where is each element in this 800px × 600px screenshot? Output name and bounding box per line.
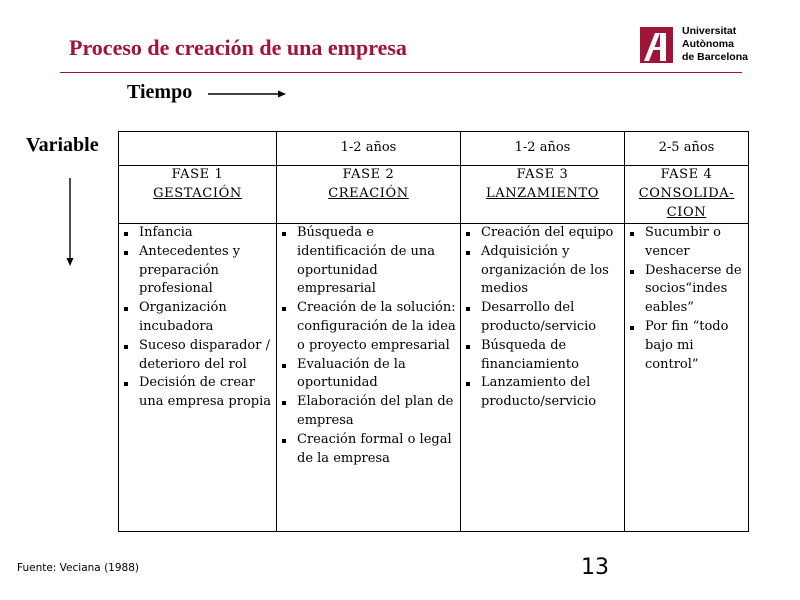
activities-cell [277,224,461,532]
list-item: Adquisición y organización de los medios [461,243,624,299]
logo-line-1: Universitat [682,25,737,37]
phase-header-cell [277,166,461,224]
activities-cell [119,224,277,532]
list-item: Desarrollo del producto/servicio [461,299,624,337]
phase-number: FASE 4 [660,167,713,182]
list-item: Sucumbir o vencer [625,224,748,262]
duration-cell [119,132,277,166]
list-item: Antecedentes y preparación profesional [119,243,276,299]
list-item: Creación formal o legal de la empresa [277,431,460,469]
list-item: Lanzamiento del producto/servicio [461,374,624,412]
logo-text [682,25,748,64]
list-item: Deshacerse de socios“indes eables” [625,262,748,318]
phase-name: CION [666,204,707,220]
phase-row [119,166,749,224]
phase-name: LANZAMIENTO [485,185,600,201]
phase-number: FASE 3 [516,167,569,182]
phase-name: CREACIÓN [328,185,409,201]
activities-cell [461,224,625,532]
activity-list [461,224,624,412]
list-item: Búsqueda e identificación de una oportunidad empresarial [277,224,460,299]
logo-line-3: de Barcelona [682,51,748,63]
uab-logo-icon [640,27,673,63]
duration-cell: 1-2 años [461,132,625,166]
logo-line-2: Autònoma [682,38,734,50]
list-item: Creación del equipo [461,224,624,243]
phase-header-cell [119,166,277,224]
phase-number: FASE 2 [342,167,395,182]
phase-name: CONSOLIDA- [638,185,735,201]
down-arrow-icon [65,178,75,266]
list-item: Organización incubadora [119,299,276,337]
duration-cell: 2-5 años [625,132,749,166]
list-item: Suceso disparador / deterioro del rol [119,337,276,375]
activity-list [277,224,460,468]
list-item: Elaboración del plan de empresa [277,393,460,431]
phase-name: GESTACIÓN [153,185,242,201]
list-item: Decisión de crear una empresa propia [119,374,276,412]
variable-label: Variable [26,134,99,156]
list-item: Búsqueda de financiamiento [461,337,624,375]
university-logo [640,25,755,65]
phase-number: FASE 1 [171,167,224,182]
activities-cell [625,224,749,532]
phase-header-cell [625,166,749,224]
duration-cell: 1-2 años [277,132,461,166]
list-item: Por fin “todo bajo mi control” [625,318,748,374]
list-item: Creación de la solución: configuración de la idea o proyecto empresarial [277,299,460,355]
right-arrow-icon [208,89,286,99]
activity-list [119,224,276,412]
phases-table [118,131,749,532]
activities-row [119,224,749,532]
phase-header-cell [461,166,625,224]
duration-row [119,132,749,166]
tiempo-label: Tiempo [127,81,193,103]
source-note: Fuente: Veciana (1988) [17,562,139,574]
list-item: Infancia [119,224,276,243]
activity-list [625,224,748,374]
list-item: Evaluación de la oportunidad [277,356,460,394]
slide-title: Proceso de creación de una empresa [69,35,407,60]
title-divider [60,72,742,73]
page-number: 13 [581,555,609,580]
